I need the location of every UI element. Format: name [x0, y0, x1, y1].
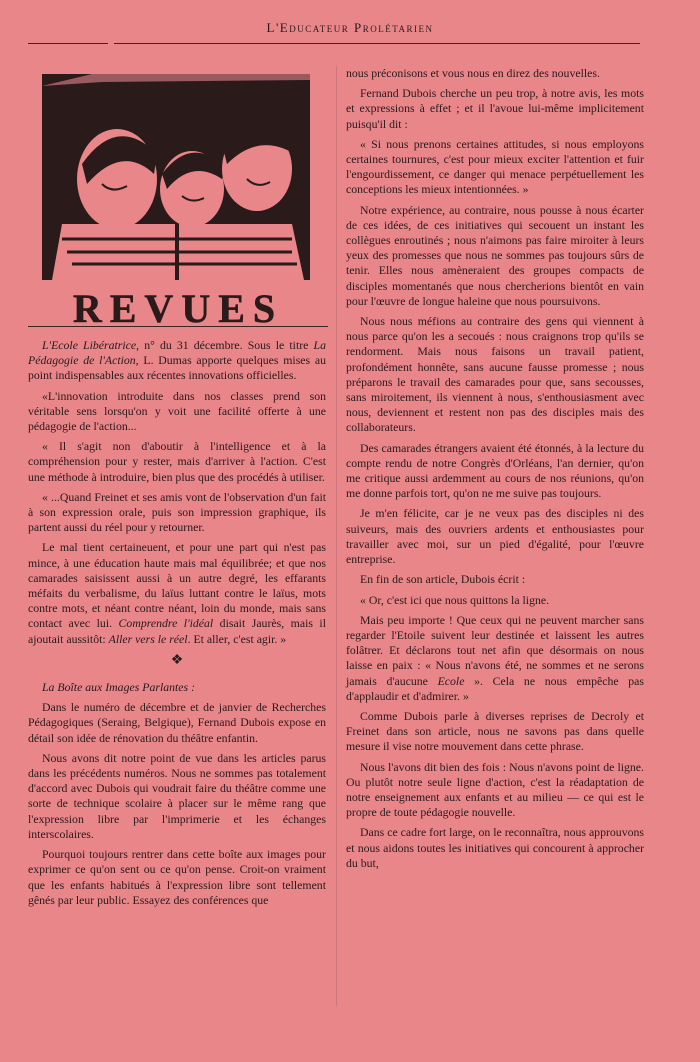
paragraph: Pourquoi toujours rentrer dans cette boîte aux images pour exprimer ce qu'on sent ou ce qu'on pense. Croit-on vraiment que les enfants habitués à l'expression libre sont tellement gênés par leur public. Essayez des conférences que [28, 847, 326, 907]
article-title: La Pédagogie de l'Action [28, 338, 326, 368]
paragraph [28, 540, 326, 646]
page-header [0, 0, 700, 44]
right-column [346, 66, 644, 876]
quote-paragraph: « Or, c'est ici que nous quittons la ligne. [360, 592, 550, 607]
paragraph-text: . Et aller, c'est agir. » [187, 631, 287, 646]
woodcut-illustration [42, 74, 310, 280]
masthead-rule [28, 326, 328, 327]
paragraph: Nous nous méfions au contraire des gens qui viennent à nous parce qu'on les a secoués : nous craignons trop qu'ils se rendorment. Mais nous faisons un travail patient, profondément honnête, sans aucune fausse promesse ; nous préparons le travail des camarades pour que, sans secousses, sans miroitement, ils viennent à nous, s'enthousiasment avec nous, deviennent et restent non pas des disciples mais des collaborateurs. [346, 314, 644, 435]
paragraph: En fin de son article, Dubois écrit : [360, 572, 526, 587]
paragraph: Je m'en félicite, car je ne veux pas des disciples ni des suiveurs, mais des ouvriers ardents et enthousiastes pour travailler avec moi, sur un pied d'égalité, pour l'œuvre entreprise. [346, 506, 644, 567]
paragraph-text: disait Jaurès, mais il ajoutait aussitôt: [28, 616, 326, 646]
quote-paragraph: « ...Quand Freinet et ses amis vont de l'observation d'un fait à son expression orale, puis son impression graphique, ils partent aussi du réel pour y retourner. [28, 489, 326, 535]
paragraph: nous préconisons et vous nous en direz des nouvelles. [346, 66, 600, 80]
column-gutter [336, 66, 337, 1006]
paragraph-text: , L. Dumas apporte quelques mises au point indispensables aux récentes innovations officielles. [28, 353, 326, 383]
revues-masthead [28, 286, 328, 330]
quote-paragraph: « Si nous prenons certaines attitudes, si nous employons certaines tournures, c'est pour mieux exciter l'attention et fuir l'engourdissement, ce danger qui menace perpétuellement les conceptions les mieux intentionnées. » [346, 136, 644, 197]
paragraph-text: ». Cela ne nous empêche pas d'applaudir et d'admirer. » [346, 673, 644, 703]
masthead-title: REVUES [72, 286, 284, 330]
paragraph: Fernand Dubois cherche un peu trop, à notre avis, les mots et expressions à effet ; et il l'avoue lui-même implicitement puisqu'il dit : [346, 86, 644, 131]
section-heading: La Boîte aux Images Parlantes : [42, 680, 196, 695]
emphasis: Aller vers le réel [108, 631, 188, 646]
paragraph: Nous avons dit notre point de vue dans les articles parus dans les précédents numéros. Nous ne sommes pas totalement d'accord avec Dubois qui voudrait faire du théâtre comme une sorte de technique scolaire à placer sur le même rang que l'expression libre par l'imprimerie et les échanges interscolaires. [28, 750, 326, 841]
publication-title: L'Ecole Libératrice [42, 338, 137, 352]
header-rule-right [114, 43, 640, 44]
quote-paragraph: « Il s'agit non d'aboutir à l'intelligence et à la compréhension pour y rester, mais d'arriver à l'action. C'est une méthode à introduire, bien plus que des procédés à utiliser. [28, 439, 326, 484]
quote-paragraph: «L'innovation introduite dans nos classes prend son véritable sens lorsqu'on y voit une facilité offerte à une pédagogie de l'action... [28, 388, 326, 434]
paragraph: Dans le numéro de décembre et de janvier de Recherches Pédagogiques (Seraing, Belgique), Fernand Dubois expose en détail son idée de rénovation du théâtre enfantin. [28, 700, 326, 745]
paragraph: Des camarades étrangers avaient été étonnés, à la lecture du compte rendu de notre Congrès d'Orléans, l'an dernier, qu'on me critique aussi ardemment au cours de nos réunions, qu'on me donne parfois tort, qu'on ne me suive pas toujours. [346, 440, 644, 501]
emphasis: Comprendre l'idéal [118, 616, 214, 631]
paragraph-text: Mais peu importe ! Que ceux qui ne peuvent marcher sans regarder l'Etoile suivent leur destinée et laissent les autres folâtrer. Et déclarons tout net afin que désormais on nous laisse en paix : « Nous n'avons été, ne sommes et ne serons jamais d'aucune [346, 612, 644, 688]
paragraph: Dans ce cadre fort large, on le reconnaîtra, nous approuvons et nous aidons toutes les initiatives qui concourent à approcher du but, [346, 825, 644, 870]
paragraph [28, 338, 326, 384]
paragraph-text: , n° du 31 décembre. Sous le titre [136, 338, 314, 352]
paragraph: Notre expérience, au contraire, nous pousse à nous écarter de ces idées, de ces initiatives qui secouent un instant les collègues enroutinés ; nous n'aimons pas faire miroiter à leurs yeux des promesses que nous ne sommes pas toujours sûrs de tenir. Elles nous amèneraient des groupes compacts de disciples momentanés que nous chercherions bientôt en vain pour l'œuvre de longue haleine que nous poursuivons. [346, 202, 644, 308]
paragraph [346, 613, 644, 704]
emphasis: Ecole [437, 673, 465, 688]
left-column [28, 338, 326, 913]
header-rule-left [28, 43, 108, 44]
paragraph: Comme Dubois parle à diverses reprises de Decroly et Freinet dans son article, nous ne savons pas dans quelle mesure il vise notre mouvement dans cette phrase. [346, 708, 644, 754]
paragraph: Nous l'avons dit bien des fois : Nous n'avons point de ligne. Ou plutôt notre seule ligne d'action, c'est la réadaptation de notre enseignement aux enfants et au milieu — ce qui est le propre de toute pédagogie nouvelle. [346, 759, 644, 820]
ornament-divider: ❖ [170, 652, 184, 668]
paragraph-text: Le mal tient certaineuent, et pour une part qui n'est pas mince, à une éducation haute mais mal équilibrée; et que nos camarades saisissent aussi à un autre degré, les effarants méfaits du verbalisme, du laïus luttant contre le laïus, mots contre mots, et néant contre néant, loin du monde, mais sans contact avec lui. [28, 540, 326, 631]
running-title: L'Educateur Prolétarien [266, 20, 434, 35]
